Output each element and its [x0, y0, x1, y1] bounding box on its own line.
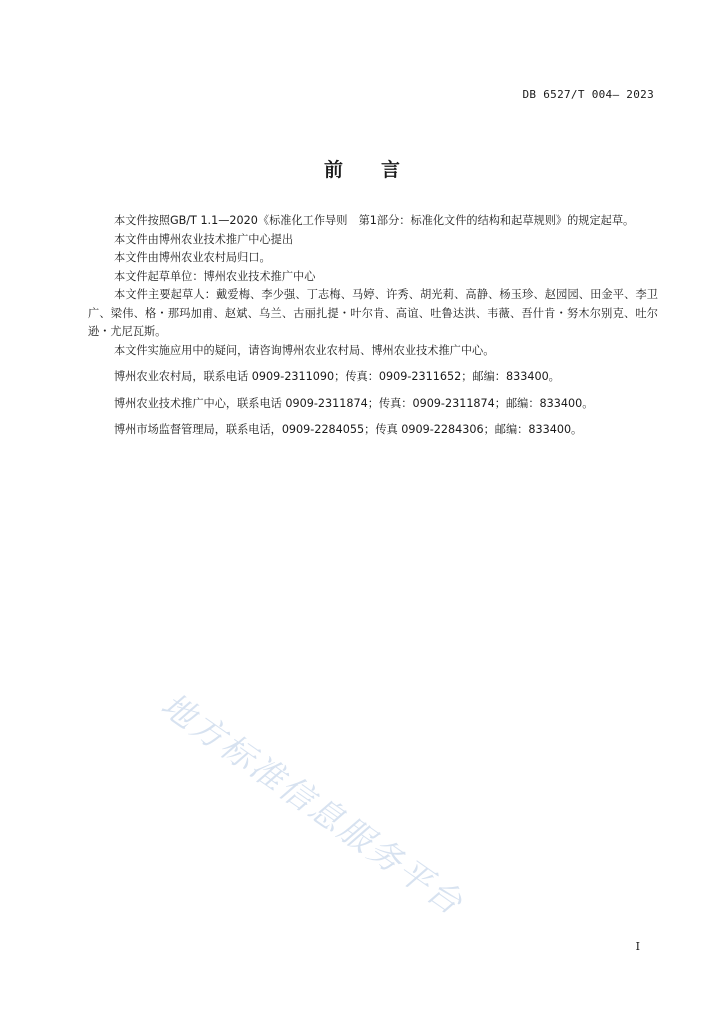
- document-code: DB 6527/T 004— 2023: [522, 88, 654, 101]
- paragraph-drafters: 本文件主要起草人：戴爱梅、李少强、丁志梅、马婷、许秀、胡光莉、高静、杨玉珍、赵园园、田金平、李卫广、梁伟、格・那玛加甫、赵斌、乌兰、古丽扎提・叶尔肯、高谊、吐鲁达洪、韦薇、吾什肯・努木尔别克、吐尔逊・尤尼瓦斯。: [88, 288, 658, 338]
- paragraph-proposed-by: 本文件由博州农业技术推广中心提出: [114, 232, 294, 246]
- watermark: 地方标准信息服务平台: [154, 684, 472, 924]
- page-title: [0, 155, 724, 182]
- paragraph-managed-by: 本文件由博州农业农村局归口。: [114, 251, 271, 264]
- title-char-2: 言: [381, 159, 401, 181]
- title-char-1: 前: [323, 159, 343, 181]
- foreword-body: [88, 212, 658, 440]
- paragraph-inquiries: 本文件实施应用中的疑问，请咨询博州农业农村局、博州农业技术推广中心。: [114, 343, 495, 357]
- paragraph-drafting-unit: 本文件起草单位：博州农业技术推广中心: [114, 269, 316, 283]
- contact-agriculture-bureau: 博州农业农村局，联系电话 0909-2311090；传真：0909-2311652；邮编：833400。: [114, 370, 560, 383]
- paragraph-standard-basis: 本文件按照GB/T 1.1—2020《标准化工作导则 第1部分：标准化文件的结构和起草规则》的规定起草。: [114, 214, 635, 227]
- contact-market-supervision: 博州市场监督管理局，联系电话，0909-2284055；传真 0909-2284306；邮编：833400。: [114, 423, 583, 436]
- contact-tech-center: 博州农业技术推广中心，联系电话 0909-2311874；传真：0909-2311874；邮编：833400。: [114, 396, 594, 410]
- page-number: I: [635, 940, 640, 953]
